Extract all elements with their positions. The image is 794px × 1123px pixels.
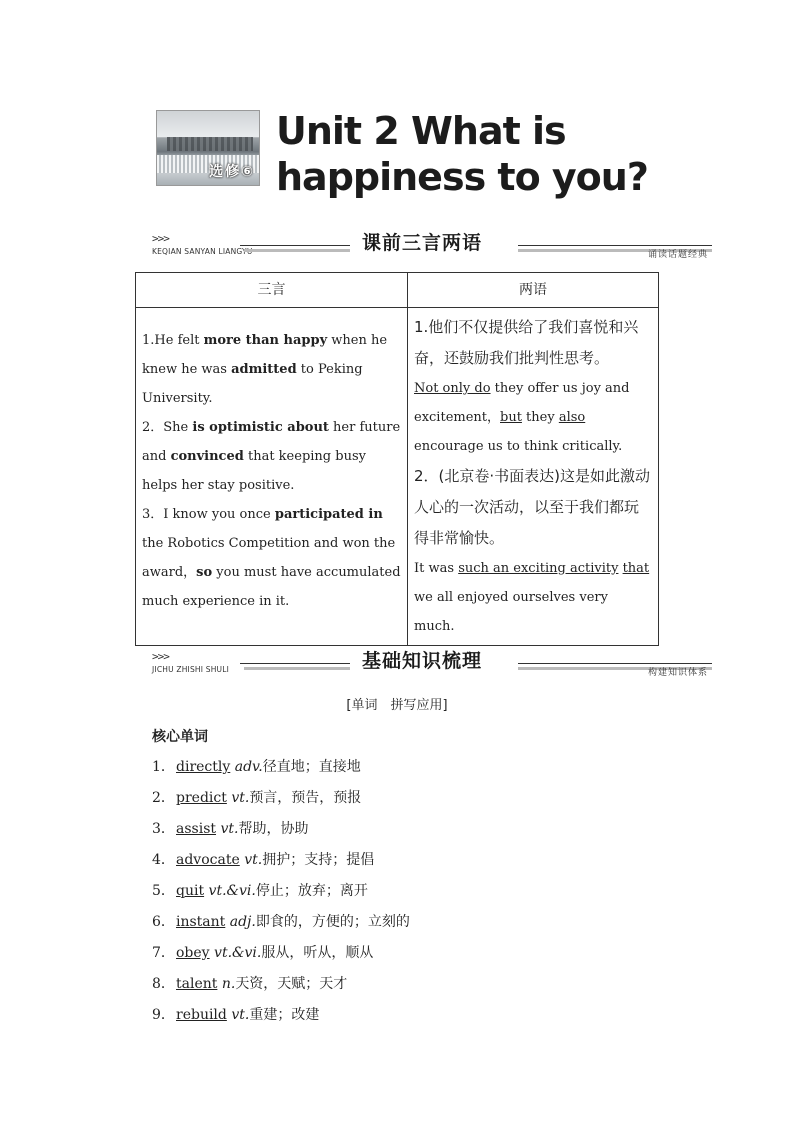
arrows-icon: >>> — [152, 650, 169, 663]
translation-2-chinese: 2．(北京卷·书面表达)这是如此激动人心的一次活动，以至于我们都玩得非常愉快。 — [414, 467, 651, 547]
section-banner-pre-class — [152, 228, 712, 258]
section-title: 课前三言两语 — [362, 232, 483, 254]
translation-1-chinese: 1.他们不仅提供给了我们喜悦和兴奋，还鼓励我们批判性思考。 — [414, 318, 639, 367]
vocab-item: 1．directly adv.径直地；直接地 — [152, 759, 361, 775]
translation-2-english: It was such an exciting activity that we all enjoyed ourselves very much. — [414, 561, 650, 634]
section-title: 基础知识梳理 — [362, 650, 483, 672]
liangyu-cell — [408, 308, 659, 646]
sentence-1: 1.He felt more than happy when he knew he was admitted to Peking University. — [142, 333, 388, 406]
sentence-2: 2．She is optimistic about her future and convinced that keeping busy helps her stay positive. — [142, 420, 401, 493]
section-pinyin: KEQIAN SANYAN LIANGYU — [152, 247, 253, 256]
unit-cover-image — [156, 110, 260, 186]
sanyan-cell — [136, 308, 408, 646]
forest-illustration — [167, 137, 253, 151]
column-header-liangyu: 两语 — [408, 273, 659, 308]
translation-1-english: Not only do they offer us joy and excitement，but they also encourage us to think critically. — [414, 381, 630, 454]
section-tag: 诵读话题经典 — [647, 250, 708, 260]
vocab-item: 7．obey vt.&vi.服从，听从，顺从 — [152, 945, 374, 961]
arrows-icon: >>> — [152, 232, 169, 245]
vocab-list — [152, 752, 410, 1031]
vocab-item: 2．predict vt.预言，预告，预报 — [152, 790, 362, 806]
vocab-subheading: [单词 拼写应用] — [346, 698, 448, 713]
vocab-item: 3．assist vt.帮助，协助 — [152, 821, 309, 837]
unit-title: Unit 2 What is happiness to you? — [276, 109, 648, 199]
section-tag: 构建知识体系 — [647, 668, 708, 678]
vocab-item: 8．talent n.天资，天赋；天才 — [152, 976, 348, 992]
sayings-table — [135, 272, 659, 646]
vocab-item: 4．advocate vt.拥护；支持；提倡 — [152, 852, 375, 868]
core-words-label: 核心单词 — [152, 729, 208, 745]
section-banner-basics — [152, 646, 712, 676]
column-header-sanyan: 三言 — [136, 273, 408, 308]
section-pinyin: JICHU ZHISHI SHULI — [152, 665, 230, 674]
elective-badge: 选修⑥ — [209, 164, 255, 180]
vocab-item: 9．rebuild vt.重建；改建 — [152, 1007, 320, 1023]
vocab-item: 6．instant adj.即食的，方便的；立刻的 — [152, 914, 410, 930]
sentence-3: 3．I know you once participated in the Robotics Competition and won the award，so you must have accumulated much experience in it. — [142, 507, 401, 609]
vocab-item: 5．quit vt.&vi.停止；放弃；离开 — [152, 883, 368, 899]
